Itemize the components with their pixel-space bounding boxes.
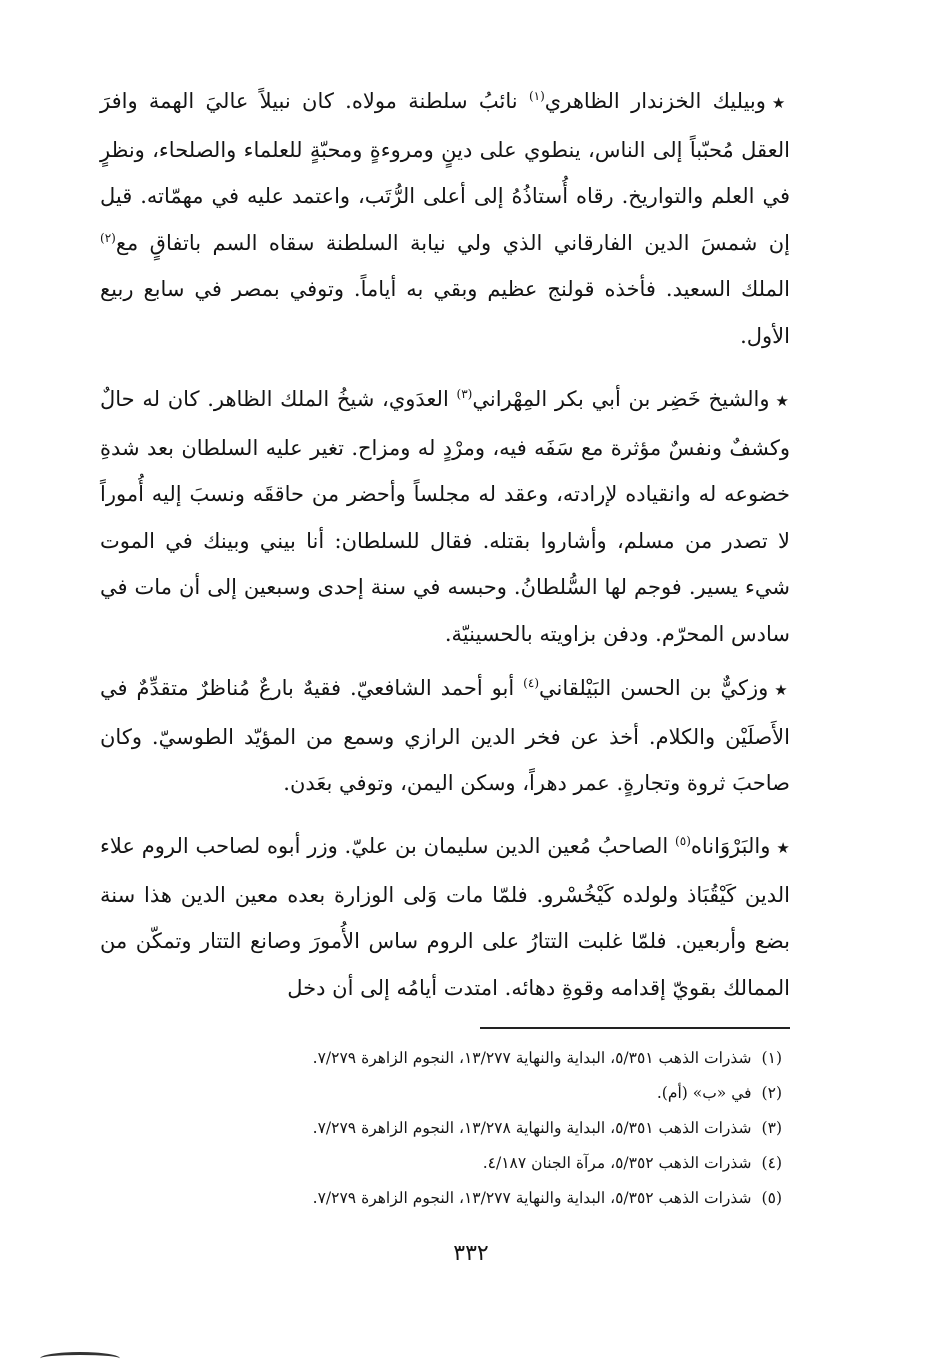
star-icon: ★ [776,839,790,857]
star-icon: ★ [775,392,790,410]
entry-text: الصاحبُ مُعين الدين سليمان بن عليّ. وزر أبوه لصاحب الروم علاء الدين كَيْقُبَاذ ولولده كَيْخُسْرو. فلمّا مات وَلى الوزارة بعده معين الدين هذا سنة بضع وأربعين. فلمّا غلبت التتارُ على الروم ساس الأُمورَ وصانع التتار وتمكّن من الممالك بقويّ إقدامه وقوةِ دهائه. امتدت أيامُه إلى أن دخل [100,834,790,1000]
footnote-item [102,1111,782,1146]
entry-text: نائبُ سلطنة مولاه. كان نبيلاً عاليَ الهمة وافرَ العقل مُحبّباً إلى الناس، ينطوي على دينٍ ومروءةٍ ومحبّةٍ للعلماء والصلحاء، ونظرٍ في العلم والتواريخ. رقاه أُستاذُهُ إلى أعلى الرُّتَب، واعتمد عليه في مهمّاته. قيل إن شمسَ الدين الفارقاني الذي ولي نيابة السلطنة سقاه السم باتفاقٍ مع [100,89,791,255]
page-number: ٣٣٢ [453,1241,489,1266]
footnote-number: (١) [761,1049,782,1067]
entry-paragraph [100,823,790,1011]
entry-text: والبَرْوَاناه [690,834,771,858]
footnote-text: شذرات الذهب ٥/٣٥٢، مرآة الجنان ٤/١٨٧. [482,1154,752,1172]
footnote-text: شذرات الذهب ٥/٣٥٢، البداية والنهاية ١٣/٢٧٧، النجوم الزاهرة ٧/٢٧٩. [312,1189,752,1207]
footnote-number: (٤) [761,1154,782,1172]
star-icon: ★ [771,94,791,112]
entry-text: الملك السعيد. فأخذه قولنج عظيم وبقي به أياماً. وتوفي بمصر في سابع ربيع الأول. [100,277,790,348]
entry-paragraph [100,78,790,359]
footnote-ref: (٥) [675,834,691,848]
footnote-number: (٢) [761,1084,782,1102]
footnote-ref: (١) [528,89,545,103]
entry-text: أبو أحمد الشافعيّ. فقيهٌ بارعٌ مُناظرٌ متقدِّمٌ في الأَصلَيْن والكلام. أخذ عن فخر الدين الرازي وسمع من المؤيّد الطوسيّ. وكان صاحبَ ثروة وتجارةٍ. عمر دهراً، وسكن اليمن، وتوفي بعَدن. [100,676,790,795]
entry-text: والشيخ خَضِر بن أبي بكر المِهْراني [472,387,770,411]
entry-paragraph [100,665,790,807]
entry-text: وبيليك الخزندار الظاهري [544,89,766,113]
footnote-ref: (٤) [523,676,539,690]
footnote-text: شذرات الذهب ٥/٣٥١، البداية والنهاية ١٣/٢٧٨، النجوم الزاهرة ٧/٢٧٩. [312,1119,752,1137]
footnote-ref: (٣) [456,387,473,401]
footnote-item [102,1181,782,1216]
footnote-divider [480,1027,790,1029]
entry-text: العدَوي، شيخُ الملك الظاهر. كان له حالٌ وكشفٌ ونفسٌ مؤثرة مع سَفَه فيه، ومرْدٍ له ومزاح. تغير عليه السلطان بعد شدةِ خضوعه له وانقياده لإرادته، وعقد له مجلساً وأحضر من حاققَه ونسبَ إليه أُموراً لا تصدر من مسلم، وأشاروا بقتله. فقال للسلطان: أنا بيني وبينك في الموت شيء يسير. فوجم لها السُّلطانُ. وحبسه في سنة إحدى وسبعين إلى أن مات في سادس المحرّم. ودفن بزاويته بالحسينيّة. [100,387,790,646]
star-icon: ★ [774,681,790,699]
entry-text: وزكيٌّ بن الحسن البَيْلقاني [539,676,769,700]
entry-paragraph [100,376,790,657]
scan-edge-mark [40,1352,120,1365]
footnote-item [102,1076,782,1111]
footnote-text: في «ب» (أم). [656,1084,752,1102]
footnote-ref: (٢) [100,230,116,245]
footnote-number: (٣) [761,1119,782,1137]
footnote-text: شذرات الذهب ٥/٣٥١، البداية والنهاية ١٣/٢٧٧، النجوم الزاهرة ٧/٢٧٩. [312,1049,752,1067]
footnote-number: (٥) [761,1189,782,1207]
footnote-item [102,1041,782,1076]
footnote-item [102,1146,782,1181]
footnotes-list [102,1041,782,1216]
